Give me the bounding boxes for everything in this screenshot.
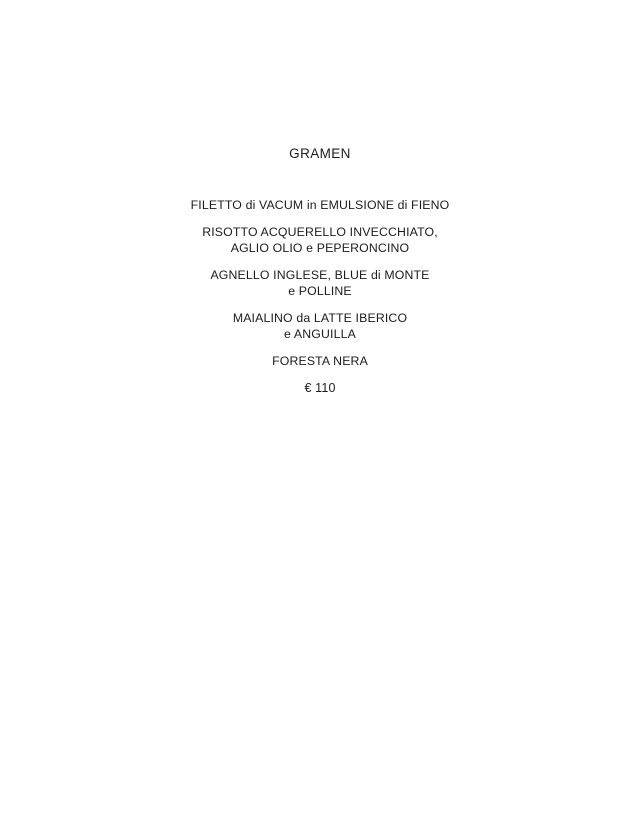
menu-price: € 110 — [304, 381, 336, 395]
menu-item-line: e ANGUILLA — [284, 327, 356, 341]
menu-title: GRAMEN — [289, 146, 351, 161]
menu-item-line: FORESTA NERA — [272, 354, 368, 368]
menu-item-line: RISOTTO ACQUERELLO INVECCHIATO, — [202, 225, 438, 239]
menu-content — [0, 0, 640, 396]
menu-item — [0, 267, 640, 299]
menu-item-line: e POLLINE — [288, 284, 352, 298]
menu-item-line: AGLIO OLIO e PEPERONCINO — [230, 241, 410, 255]
dish-list — [0, 197, 640, 369]
menu-item — [0, 197, 640, 213]
menu-item-line: MAIALINO da LATTE IBERICO — [232, 311, 408, 325]
menu-item-line: AGNELLO INGLESE, BLUE di MONTE — [210, 268, 430, 282]
menu-item — [0, 224, 640, 256]
menu-item — [0, 353, 640, 369]
menu-item-line: FILETTO di VACUM in EMULSIONE di FIENO — [190, 198, 450, 212]
menu-item — [0, 310, 640, 342]
